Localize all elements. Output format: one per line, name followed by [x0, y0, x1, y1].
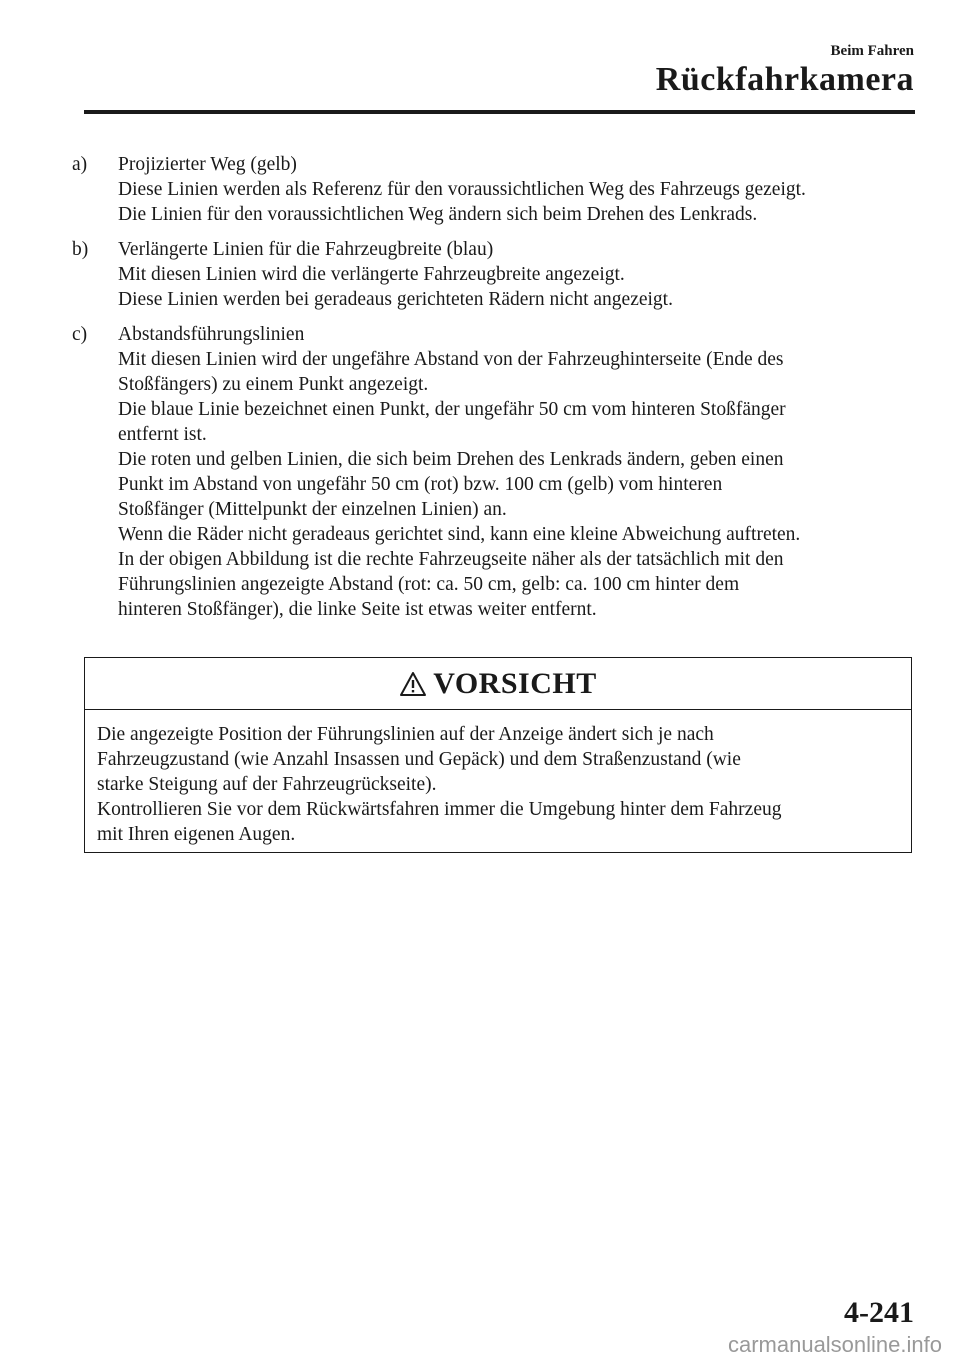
item-line: entfernt ist.	[118, 424, 207, 445]
page-header	[656, 42, 914, 100]
caution-header	[85, 658, 911, 710]
item-line: Mit diesen Linien wird der ungefähre Abstand von der Fahrzeughinterseite (Ende des	[118, 349, 784, 370]
item-line: Die roten und gelben Linien, die sich beim Drehen des Lenkrads ändern, geben einen	[118, 449, 784, 470]
item-title: Abstandsführungslinien	[118, 324, 305, 345]
item-line: Stoßfänger (Mittelpunkt der einzelnen Linien) an.	[118, 499, 507, 520]
item-line: Stoßfängers) zu einem Punkt angezeigt.	[118, 374, 429, 395]
item-marker: b)	[72, 239, 89, 260]
list-item-c	[72, 322, 924, 622]
item-line: Führungslinien angezeigte Abstand (rot: ca. 50 cm, gelb: ca. 100 cm hinter dem	[118, 574, 740, 595]
item-marker: c)	[72, 324, 88, 345]
caution-line: Kontrollieren Sie vor dem Rückwärtsfahren immer die Umgebung hinter dem Fahrzeug	[97, 799, 782, 820]
caution-body	[85, 710, 911, 847]
list-item-a	[72, 152, 924, 227]
legend-list	[72, 152, 924, 632]
page-number: 4-241	[844, 1296, 914, 1329]
caution-box	[84, 657, 912, 853]
caution-title: VORSICHT	[433, 666, 597, 700]
item-line: hinteren Stoßfänger), die linke Seite ist etwas weiter entfernt.	[118, 599, 597, 620]
chapter-title: Rückfahrkamera	[655, 61, 914, 98]
header-rule	[84, 110, 915, 114]
caution-line: mit Ihren eigenen Augen.	[97, 824, 296, 845]
item-line: Diese Linien werden bei geradeaus gerichteten Rädern nicht angezeigt.	[118, 289, 673, 310]
item-line: Die blaue Linie bezeichnet einen Punkt, der ungefähr 50 cm vom hinteren Stoßfänger	[118, 399, 786, 420]
caution-line: Die angezeigte Position der Führungslinien auf der Anzeige ändert sich je nach	[97, 724, 714, 745]
list-item-b	[72, 237, 924, 312]
item-marker: a)	[72, 154, 88, 175]
item-line: Punkt im Abstand von ungefähr 50 cm (rot) bzw. 100 cm (gelb) vom hinteren	[118, 474, 723, 495]
caution-line: starke Steigung auf der Fahrzeugrückseite).	[97, 774, 437, 795]
item-line: Mit diesen Linien wird die verlängerte Fahrzeugbreite angezeigt.	[118, 264, 625, 285]
item-line: Die Linien für den voraussichtlichen Weg ändern sich beim Drehen des Lenkrads.	[118, 204, 758, 225]
watermark: carmanualsonline.info	[727, 1332, 942, 1357]
warning-triangle-icon	[399, 671, 427, 697]
item-title: Verlängerte Linien für die Fahrzeugbreite (blau)	[118, 239, 494, 260]
caution-line: Fahrzeugzustand (wie Anzahl Insassen und Gepäck) und dem Straßenzustand (wie	[97, 749, 741, 770]
item-title: Projizierter Weg (gelb)	[118, 154, 297, 175]
item-line: Wenn die Räder nicht geradeaus gerichtet sind, kann eine kleine Abweichung auftreten.	[118, 524, 801, 545]
item-line: Diese Linien werden als Referenz für den voraussichtlichen Weg des Fahrzeugs gezeigt.	[118, 179, 806, 200]
section-title: Beim Fahren	[830, 43, 914, 59]
item-line: In der obigen Abbildung ist die rechte Fahrzeugseite näher als der tatsächlich mit den	[118, 549, 784, 570]
